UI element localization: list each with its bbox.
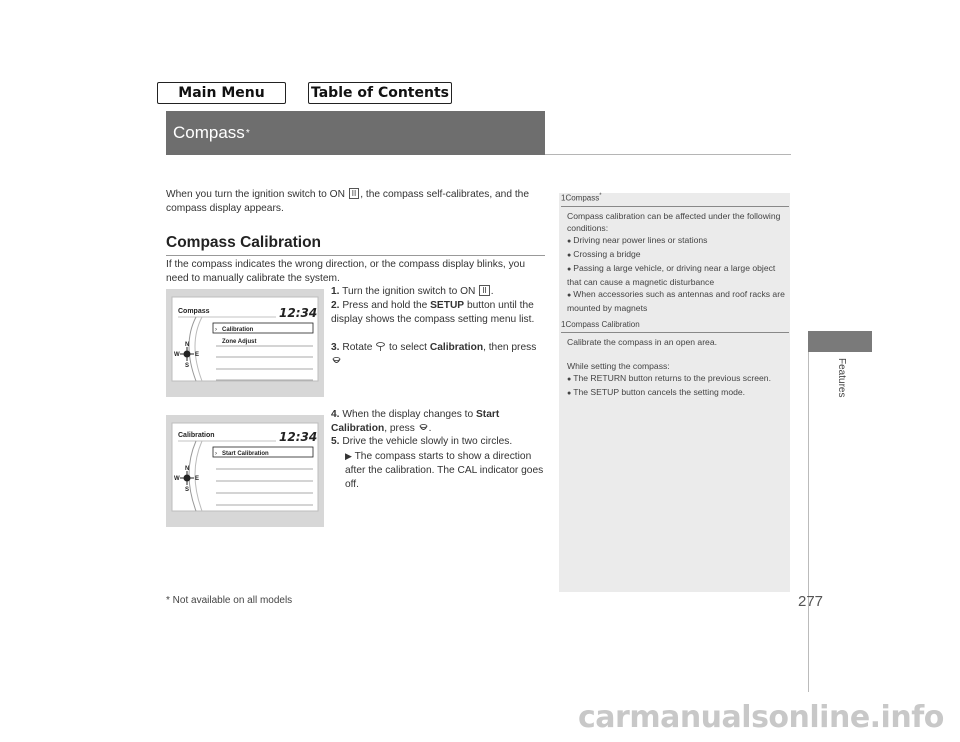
- main-menu-button[interactable]: Main Menu: [157, 82, 286, 104]
- title-asterisk: *: [245, 127, 250, 139]
- screen2-item-start-calibration: Start Calibration: [222, 451, 269, 457]
- ignition-key-icon: II: [349, 188, 359, 199]
- step-2: 2. Press and hold the SETUP button until the display shows the compass setting menu list.: [331, 300, 535, 325]
- note1-bullet: ● Driving near power lines or stations: [567, 234, 789, 248]
- note2-bullet: ● The RETURN button returns to the previous screen.: [567, 372, 789, 386]
- step-5: 5. Drive the vehicle slowly in two circles.: [331, 436, 513, 447]
- note1-bullet: ● When accessories such as antennas and roof racks are mounted by magnets: [567, 288, 789, 314]
- svg-text:S: S: [185, 363, 190, 369]
- svg-text:E: E: [195, 352, 200, 358]
- note-compass-calibration: [561, 320, 789, 400]
- arrow-icon: ▶: [345, 451, 352, 461]
- ignition-key-icon: II: [479, 285, 489, 296]
- screen2-time: 12:34: [279, 430, 318, 444]
- svg-text:›: ›: [215, 327, 217, 333]
- compass-calibration-heading: Compass Calibration: [166, 234, 322, 251]
- selector-knob-icon: [375, 341, 386, 352]
- title-rule: [545, 154, 791, 155]
- compass-menu-screen-illustration: [166, 289, 324, 397]
- note1-rule: [561, 206, 789, 207]
- features-tab-label[interactable]: Features: [836, 358, 847, 398]
- calibration-screen-illustration: [166, 415, 324, 527]
- note2-header: 1Compass Calibration: [561, 320, 640, 329]
- screen1-title: Compass: [178, 308, 210, 315]
- step-3: 3. Rotate to select Calibration, then press: [331, 341, 546, 369]
- note2-text2: While setting the compass:: [567, 361, 670, 371]
- note1-header: 1Compass*: [561, 193, 602, 203]
- svg-text:W: W: [174, 476, 180, 482]
- intro-paragraph: [166, 188, 551, 216]
- note1-bullet: ● Crossing a bridge: [567, 248, 789, 262]
- svg-text:E: E: [195, 476, 200, 482]
- svg-text:N: N: [185, 466, 190, 472]
- enter-button-icon: [331, 355, 342, 366]
- compass-menu-screen: [166, 289, 324, 397]
- note2-bullets: [561, 372, 789, 400]
- intro-text-before: When you turn the ignition switch to ON: [166, 189, 345, 200]
- note1-bullets: [561, 234, 789, 314]
- note2-text: Calibrate the compass in an open area.: [567, 337, 718, 347]
- svg-text:W: W: [174, 352, 180, 358]
- step-5-result: ▶ The compass starts to show a direction after the calibration. The CAL indicator goes off.: [345, 451, 544, 490]
- watermark: carmanualsonline.info: [578, 700, 944, 735]
- note2-rule: [561, 332, 789, 333]
- heading-rule: [166, 255, 545, 256]
- screen2-title: Calibration: [178, 432, 215, 439]
- svg-text:S: S: [185, 487, 190, 493]
- footer-note: * Not available on all models: [166, 595, 293, 606]
- calibration-intro: If the compass indicates the wrong direction, or the compass display blinks, you need to manually calibrate the system.: [166, 259, 526, 284]
- step-1: 1. Turn the ignition switch to ON II .: [331, 286, 494, 297]
- svg-text:N: N: [185, 342, 190, 348]
- note-compass: [561, 193, 789, 314]
- screen1-time: 12:34: [279, 306, 318, 320]
- section-title-bar: [166, 111, 545, 155]
- svg-text:›: ›: [215, 451, 217, 457]
- intro-text-after: , the compass self-calibrates, and the compass display appears.: [166, 189, 529, 214]
- step-4: 4. When the display changes to Start Calibration, press .: [331, 409, 500, 434]
- note2-bullet: ● The SETUP button cancels the setting mode.: [567, 386, 789, 400]
- screen1-item-zone-adjust: Zone Adjust: [222, 339, 257, 345]
- page-number: 277: [798, 593, 824, 610]
- section-title: Compass: [173, 123, 245, 142]
- side-rule: [808, 352, 809, 692]
- table-of-contents-button[interactable]: Table of Contents: [308, 82, 452, 104]
- note1-bullet: ● Passing a large vehicle, or driving near a large object that can cause a magnetic disturbance: [567, 262, 789, 288]
- note1-text: Compass calibration can be affected under the following conditions:: [567, 210, 781, 233]
- calibration-screen: [166, 415, 324, 527]
- features-tab-marker: [808, 331, 872, 352]
- enter-button-icon: [418, 422, 429, 433]
- screen1-item-calibration: Calibration: [222, 327, 254, 333]
